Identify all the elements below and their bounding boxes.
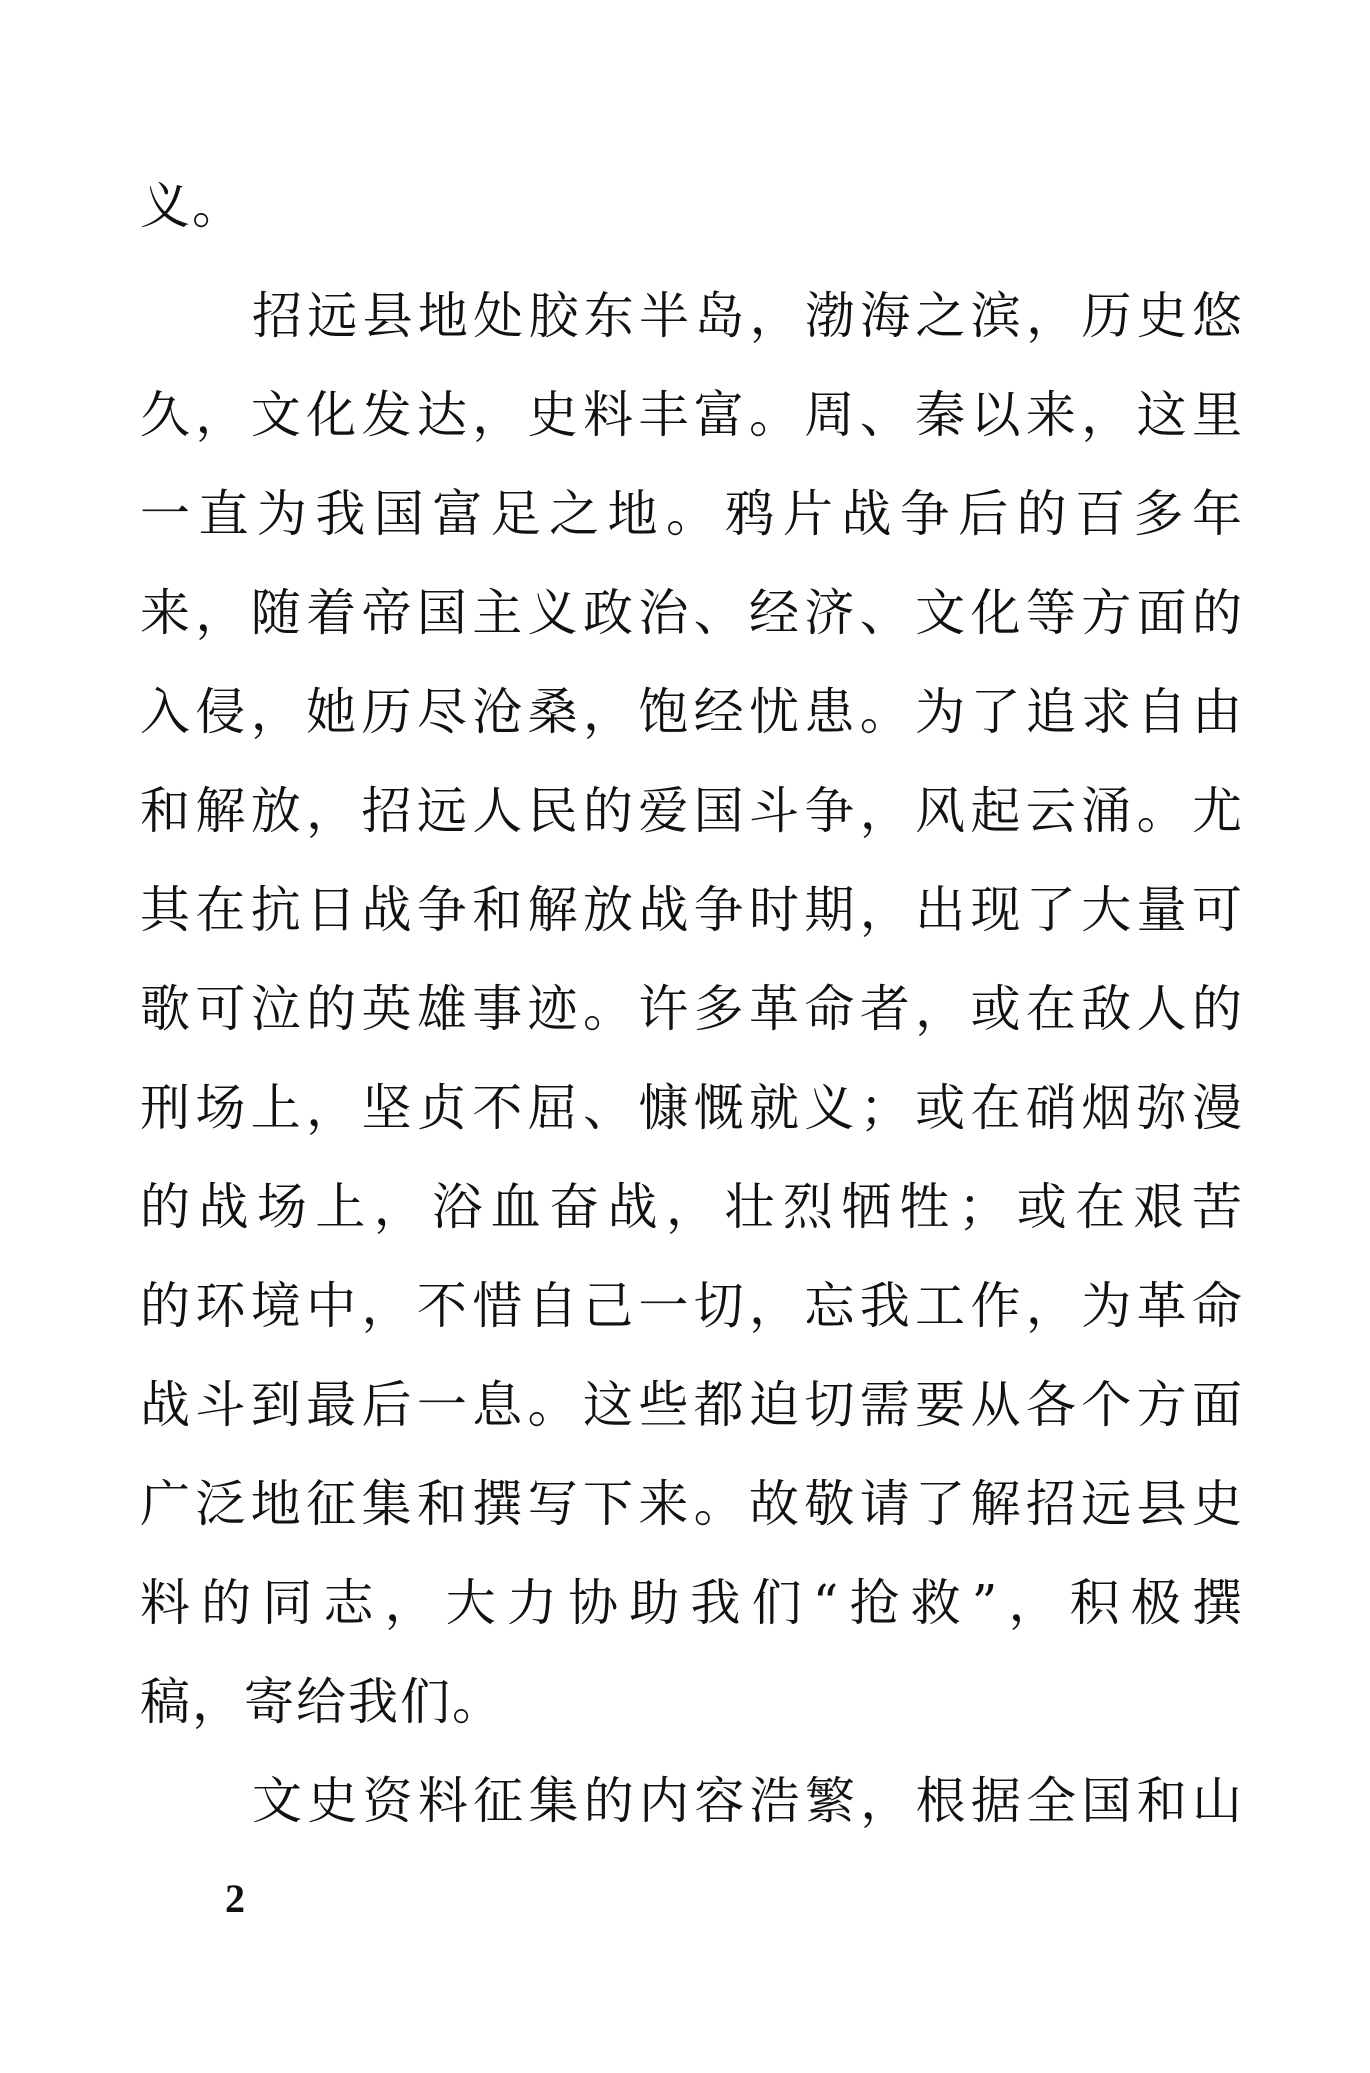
text-line: 久，文化发达，史料丰富。周、秦以来，这里 xyxy=(140,386,1242,444)
text-line: 和解放，招远人民的爱国斗争，风起云涌。尤 xyxy=(140,782,1242,840)
text-line: 广泛地征集和撰写下来。故敬请了解招远县史 xyxy=(140,1475,1242,1533)
paragraph-continuation xyxy=(140,157,1242,256)
text-line: 稿，寄给我们。 xyxy=(140,1673,504,1731)
text-line: 义。 xyxy=(140,177,244,235)
text-line: 料的同志，大力协助我们“抢救”，积极撰 xyxy=(140,1574,1242,1632)
text-line: 歌可泣的英雄事迹。许多革命者，或在敌人的 xyxy=(140,980,1242,1038)
text-line: 入侵，她历尽沧桑，饱经忧患。为了追求自由 xyxy=(140,683,1242,741)
text-line: 一直为我国富足之地。鸦片战争后的百多年 xyxy=(140,485,1242,543)
text-line: 刑场上，坚贞不屈、慷慨就义；或在硝烟弥漫 xyxy=(140,1079,1242,1137)
text-line: 文史资料征集的内容浩繁，根据全国和山 xyxy=(252,1772,1242,1830)
text-line: 招远县地处胶东半岛，渤海之滨，历史悠 xyxy=(252,287,1242,345)
text-line: 来，随着帝国主义政治、经济、文化等方面的 xyxy=(140,584,1242,642)
text-line: 其在抗日战争和解放战争时期，出现了大量可 xyxy=(140,881,1242,939)
paragraph xyxy=(140,267,1242,1752)
text-line: 战斗到最后一息。这些都迫切需要从各个方面 xyxy=(140,1376,1242,1434)
text-line: 的战场上，浴血奋战，壮烈牺牲；或在艰苦 xyxy=(140,1178,1242,1236)
page-number: 2 xyxy=(225,1876,245,1921)
paragraph xyxy=(140,1752,1242,1851)
text-line: 的环境中，不惜自己一切，忘我工作，为革命 xyxy=(140,1277,1242,1335)
